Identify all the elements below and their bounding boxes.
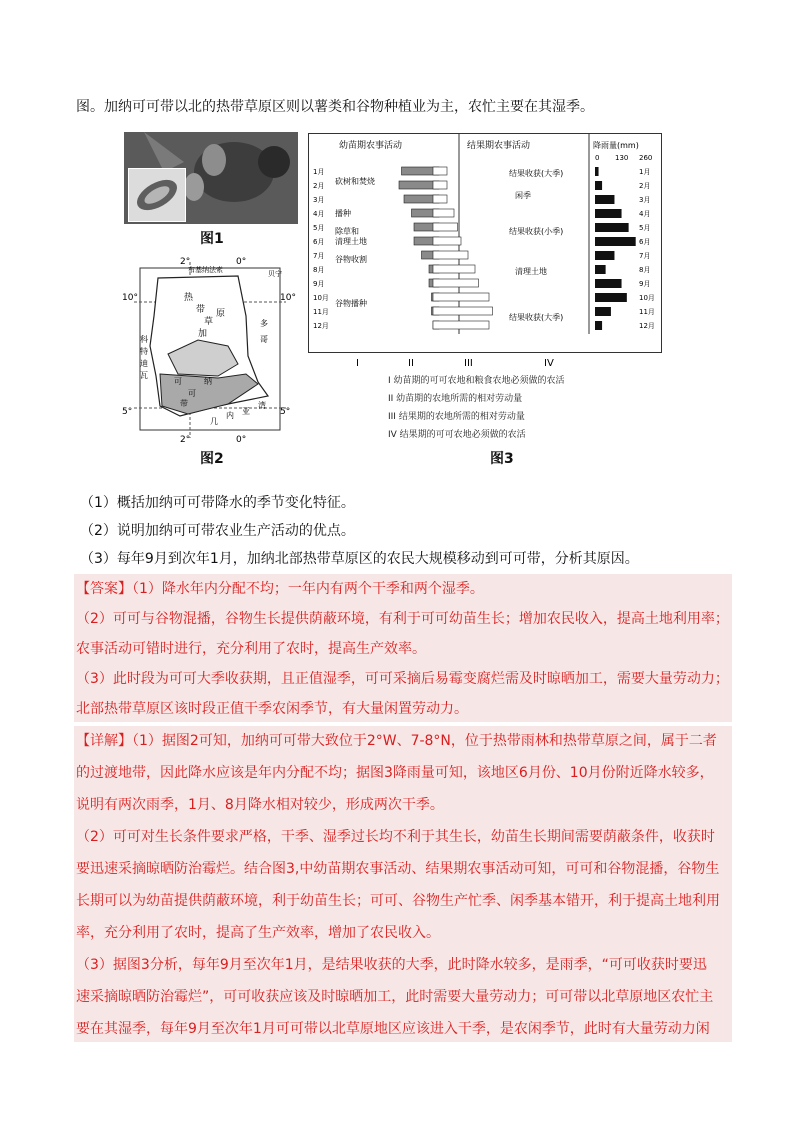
- header-fruit: 结果期农事活动: [467, 141, 531, 151]
- gulf-char-2: 内: [226, 411, 234, 420]
- question-3: （3）每年9月到次年1月，加纳北部热带草原区的农民大规模移动到可可带，分析其原因。: [80, 551, 639, 567]
- rain-bar-2: [595, 181, 602, 190]
- answer-line-2: （2）可可与谷物混播，谷物生长提供荫蔽环境，有利于可可幼苗生长；增加农民收入，提高土地利用率；: [76, 611, 729, 627]
- lon-0-top: 0°: [236, 257, 247, 267]
- month-label-right-5: 5月: [639, 224, 651, 232]
- gulf-char-4: 湾: [258, 401, 266, 410]
- fig3-chart: [308, 133, 662, 353]
- legend-item-4: IV 结果期的可可农地必须做的农活: [388, 430, 526, 440]
- month-label-left-10: 10月: [313, 294, 329, 302]
- detail-line-8: （3）据图3分析，每年9月至次年1月，是结果收获的大季，此时降水较多，是雨季，“可可收获时要迅: [76, 957, 707, 973]
- legend-item-1: I 幼苗期的可可农地和粮食农地必须做的农活: [388, 376, 565, 386]
- young-act-6: 谷物播种: [335, 299, 367, 308]
- young-act-1: 砍树和焚烧: [335, 177, 375, 186]
- fruit-act-2: 闲季: [515, 191, 531, 200]
- rain-bar-7: [595, 251, 614, 260]
- togo-char-1: 多: [260, 319, 268, 328]
- fruit-labor-bar-5: [433, 223, 458, 231]
- grass-char-3: 草: [204, 317, 214, 327]
- col-label-4: IV: [544, 358, 554, 369]
- fig2-caption: 图2: [200, 451, 224, 467]
- rain-bar-1: [595, 167, 599, 176]
- rain-bar-6: [595, 237, 636, 246]
- fruit-act-5: 结果收获(大季): [509, 313, 564, 322]
- month-label-right-12: 12月: [639, 322, 655, 330]
- fruit-labor-bar-10: [433, 293, 489, 301]
- col-label-3: III: [464, 358, 473, 369]
- detail-line-4: （2）可可对生长条件要求严格，干季、湿季过长均不利于其生长，幼苗生长期间需要荫蔽条件，收获时: [76, 829, 715, 845]
- answer-line-1: 【答案】（1）降水年内分配不均；一年内有两个干季和两个湿季。: [76, 581, 484, 597]
- young-act-3: 除草和: [335, 227, 359, 236]
- burkina-label: 布基纳法索: [188, 266, 223, 274]
- month-label-left-3: 3月: [313, 196, 325, 204]
- detail-line-9: 速采摘晾晒防治霉烂”，可可收获应该及时晾晒加工，此时需要大量劳动力；可可带以北草原地区农忙主: [76, 989, 714, 1005]
- intro-text: 图。加纳可可带以北的热带草原区则以薯类和谷物种植业为主，农忙主要在其湿季。: [76, 99, 594, 115]
- rain-tick-260: 260: [639, 154, 653, 162]
- month-label-right-1: 1月: [639, 168, 651, 176]
- fig1-caption: 图1: [200, 231, 224, 247]
- cocoa-char-4: 带: [180, 399, 188, 408]
- month-label-right-4: 4月: [639, 210, 651, 218]
- month-label-right-3: 3月: [639, 196, 651, 204]
- lat-5-left: 5°: [122, 407, 133, 417]
- month-label-left-7: 7月: [313, 252, 325, 260]
- rain-bar-5: [595, 223, 629, 232]
- month-label-left-11: 11月: [313, 308, 329, 316]
- month-label-right-7: 7月: [639, 252, 651, 260]
- month-label-left-2: 2月: [313, 182, 325, 190]
- civ-char-1: 科: [140, 335, 148, 344]
- fruit-act-1: 结果收获(大季): [509, 169, 564, 178]
- month-label-right-8: 8月: [639, 266, 651, 274]
- cocoa-char-1: 可: [174, 377, 182, 386]
- young-act-5: 谷物收割: [335, 255, 367, 264]
- lat-10-left: 10°: [122, 293, 138, 303]
- lon-0-bottom: 0°: [236, 435, 247, 445]
- detail-line-10: 要在其湿季，每年9月至次年1月可可带以北草原地区应该进入干季，是农闲季节，此时有大量劳动力闲: [76, 1021, 710, 1037]
- grass-char-4: 原: [216, 309, 226, 319]
- rain-bar-10: [595, 293, 627, 302]
- fruit-labor-bar-6: [433, 237, 461, 245]
- month-label-left-4: 4月: [313, 210, 325, 218]
- detail-line-3: 说明有两次雨季，1月、8月降水相对较少，形成两次干季。: [76, 797, 444, 813]
- header-young: 幼苗期农事活动: [339, 141, 403, 151]
- answer-line-5: 北部热带草原区该时段正值干季农闲季节，有大量闲置劳动力。: [76, 701, 468, 717]
- legend-item-2: II 幼苗期的农地所需的相对劳动量: [388, 394, 523, 404]
- month-label-right-2: 2月: [639, 182, 651, 190]
- month-label-right-10: 10月: [639, 294, 655, 302]
- question-2: （2）说明加纳可可带农业生产活动的优点。: [80, 523, 355, 539]
- answer-line-4: （3）此时段为可可大季收获期，且正值湿季，可可采摘后易霉变腐烂需及时晾晒加工，需要大量劳动力；: [76, 671, 729, 687]
- ghana-map: [118, 256, 298, 446]
- detail-line-5: 要迅速采摘晾晒防治霉烂。结合图3,中幼苗期农事活动、结果期农事活动可知，可可和谷物混播，谷物生: [76, 861, 720, 877]
- gulf-char-1: 几: [210, 417, 218, 426]
- togo-char-2: 哥: [260, 335, 268, 344]
- detail-line-2: 的过渡地带，因此降水应该是年内分配不均；据图3降雨量可知，该地区6月份、10月份附近降水较多，: [76, 765, 714, 781]
- grass-char-5: 加: [198, 329, 208, 339]
- header-rain: 降雨量(mm): [593, 141, 639, 150]
- lat-10-right: 10°: [280, 293, 296, 303]
- month-label-right-9: 9月: [639, 280, 651, 288]
- rain-bar-11: [595, 307, 611, 316]
- fig3-col-labels: [308, 352, 660, 372]
- lat-5-right: 5°: [280, 407, 291, 417]
- grass-char-1: 热: [184, 293, 194, 303]
- rain-tick-0: 0: [595, 154, 600, 162]
- detail-line-6: 长期可以为幼苗提供荫蔽环境，利于幼苗生长；可可、谷物生产忙季、闲季基本错开，利于提高土地利用: [76, 893, 720, 909]
- month-label-right-11: 11月: [639, 308, 655, 316]
- rain-tick-130: 130: [615, 154, 629, 162]
- fruit-act-4: 清理土地: [515, 267, 547, 276]
- young-act-4: 清理土地: [335, 237, 367, 246]
- fruit-labor-bar-1: [433, 167, 447, 175]
- month-label-left-12: 12月: [313, 322, 329, 330]
- col-label-1: I: [356, 358, 359, 369]
- fruit-labor-bar-11: [433, 307, 493, 315]
- detail-line-1: 【详解】（1）据图2可知，加纳可可带大致位于2°W、7-8°N，位于热带雨林和热带草原之间，属于二者: [76, 733, 717, 749]
- civ-char-4: 瓦: [140, 371, 148, 380]
- fruit-labor-bar-7: [433, 251, 468, 259]
- rain-bar-12: [595, 321, 602, 330]
- col-label-2: II: [408, 358, 414, 369]
- cocoa-char-2: 纳: [204, 377, 212, 386]
- answer-line-3: 农事活动可错时进行，充分利用了农时，提高生产效率。: [76, 641, 426, 657]
- gulf-char-3: 亚: [242, 407, 250, 416]
- fig3-legend: [388, 372, 565, 444]
- month-label-left-6: 6月: [313, 238, 325, 246]
- young-act-2: 播种: [335, 209, 351, 218]
- lon-2-top: 2°: [180, 257, 191, 267]
- month-label-right-6: 6月: [639, 238, 651, 246]
- cocoa-char-3: 可: [188, 389, 196, 398]
- legend-item-3: III 结果期的农地所需的相对劳动量: [388, 412, 525, 422]
- rain-bar-8: [595, 265, 606, 274]
- month-label-left-9: 9月: [313, 280, 325, 288]
- benin-label: 贝宁: [268, 270, 282, 278]
- fruit-act-3: 结果收获(小季): [509, 227, 564, 236]
- fruit-labor-bar-4: [433, 209, 454, 217]
- month-label-left-1: 1月: [313, 168, 325, 176]
- rain-bar-4: [595, 209, 622, 218]
- fruit-labor-bar-3: [433, 195, 447, 203]
- fruit-labor-bar-2: [433, 181, 447, 189]
- month-label-left-8: 8月: [313, 266, 325, 274]
- month-label-left-5: 5月: [313, 224, 325, 232]
- rain-bar-9: [595, 279, 622, 288]
- fig3-caption: 图3: [490, 451, 514, 467]
- cocoa-pod-inset: [128, 168, 186, 222]
- detail-line-7: 率，充分利用了农时，提高了生产效率，增加了农民收入。: [76, 925, 440, 941]
- fruit-labor-bar-8: [433, 265, 475, 273]
- fruit-labor-bar-12: [433, 321, 489, 329]
- cocoa-harvest-photo: [124, 132, 298, 224]
- civ-char-2: 特: [140, 347, 148, 356]
- lon-2-bottom: 2°: [180, 435, 191, 445]
- civ-char-3: 迪: [140, 359, 148, 368]
- rain-bar-3: [595, 195, 614, 204]
- question-1: （1）概括加纳可可带降水的季节变化特征。: [80, 495, 355, 511]
- grass-char-2: 带: [196, 305, 206, 315]
- fruit-labor-bar-9: [433, 279, 479, 287]
